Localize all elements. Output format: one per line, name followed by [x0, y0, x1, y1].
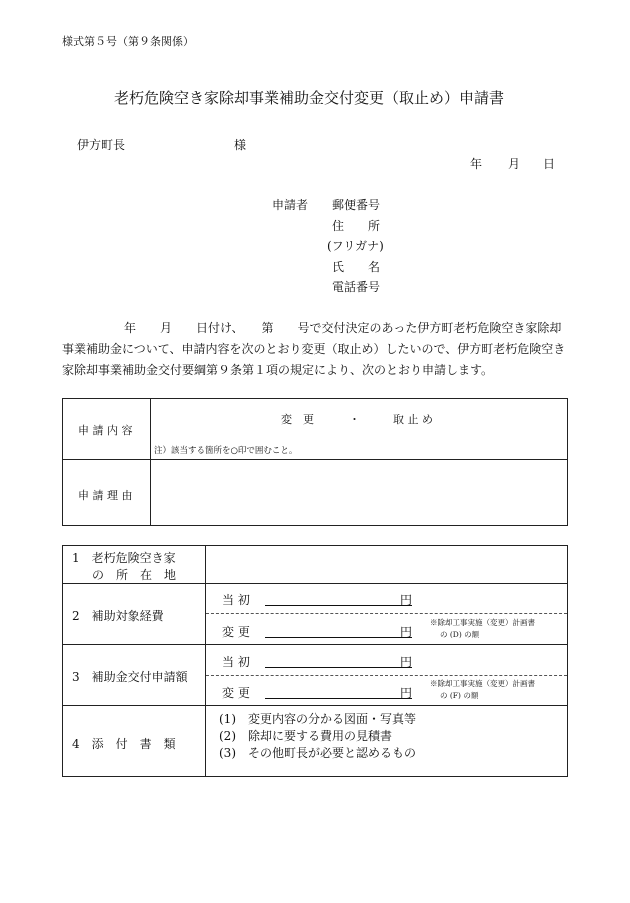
option-separator: ・ — [349, 413, 360, 426]
option-change[interactable]: 変 更 — [281, 413, 314, 426]
row3-initial-label: 当 初 — [222, 655, 250, 669]
row2-label: 2 補助対象経費 — [72, 609, 164, 623]
row3-initial-yen: 円 — [400, 655, 413, 669]
date-month: 月 — [508, 157, 521, 171]
row2-initial-yen: 円 — [400, 593, 413, 607]
content-label: 申 請 内 容 — [78, 424, 133, 437]
reason-label: 申 請 理 由 — [78, 489, 133, 502]
date-year: 年 — [470, 157, 483, 171]
recipient: 伊方町長 — [77, 138, 126, 152]
form-number: 様式第５号（第９条関係） — [62, 35, 194, 48]
date-day: 日 — [543, 157, 556, 171]
row2-initial-amount-field[interactable] — [265, 605, 412, 606]
address-label: 住 所 — [332, 219, 381, 233]
circle-note: 注）該当する箇所を○印で囲むこと。 — [154, 446, 298, 456]
row3-note-line1: ※除却工事実施（変更）計画書 — [430, 679, 535, 688]
row4-label: 4 添 付 書 類 — [72, 737, 176, 751]
row1-label-line2: の 所 在 地 — [92, 568, 177, 582]
attachment-item-3: (3) その他町長が必要と認めるもの — [219, 746, 416, 760]
option-cancel[interactable]: 取 止 め — [393, 413, 433, 426]
reason-field[interactable] — [152, 461, 565, 523]
postal-code-label: 郵便番号 — [332, 198, 381, 212]
row1-label-line1: 1 老朽危険空き家 — [72, 551, 176, 565]
applicant-label: 申請者 — [272, 198, 309, 212]
row2-changed-label: 変 更 — [222, 625, 250, 639]
row2-changed-amount-field[interactable] — [265, 637, 412, 638]
name-label: 氏 名 — [332, 260, 381, 274]
attachment-item-1: (1) 変更内容の分かる図面・写真等 — [219, 712, 416, 726]
row3-initial-amount-field[interactable] — [265, 667, 412, 668]
row3-changed-label: 変 更 — [222, 686, 250, 700]
row3-note-line2: の (F) の額 — [440, 691, 479, 700]
row2-changed-yen: 円 — [400, 625, 413, 639]
attachment-item-2: (2) 除却に要する費用の見積書 — [219, 729, 392, 743]
row2-initial-label: 当 初 — [222, 593, 250, 607]
document-title: 老朽危険空き家除却事業補助金交付変更（取止め）申請書 — [114, 89, 505, 107]
row3-changed-yen: 円 — [400, 686, 413, 700]
honorific: 様 — [234, 138, 247, 152]
row2-note-line1: ※除却工事実施（変更）計画書 — [430, 618, 535, 627]
row3-changed-amount-field[interactable] — [265, 698, 412, 699]
furigana-label: (フリガナ) — [327, 239, 384, 253]
row3-label: 3 補助金交付申請額 — [72, 670, 188, 684]
body-paragraph: 年 月 日付け、 第 号で交付決定のあった伊方町老朽危険空き家除却事業補助金について、申請内容を次のとおり変更（取止め）したいので、伊方町老朽危険空き家除却事業補助金交付要綱第９条第１項の規定により、次のとおり申請します。 — [62, 321, 566, 377]
phone-label: 電話番号 — [332, 280, 381, 294]
row2-note-line2: の (D) の額 — [440, 630, 480, 639]
location-field[interactable] — [207, 547, 565, 581]
